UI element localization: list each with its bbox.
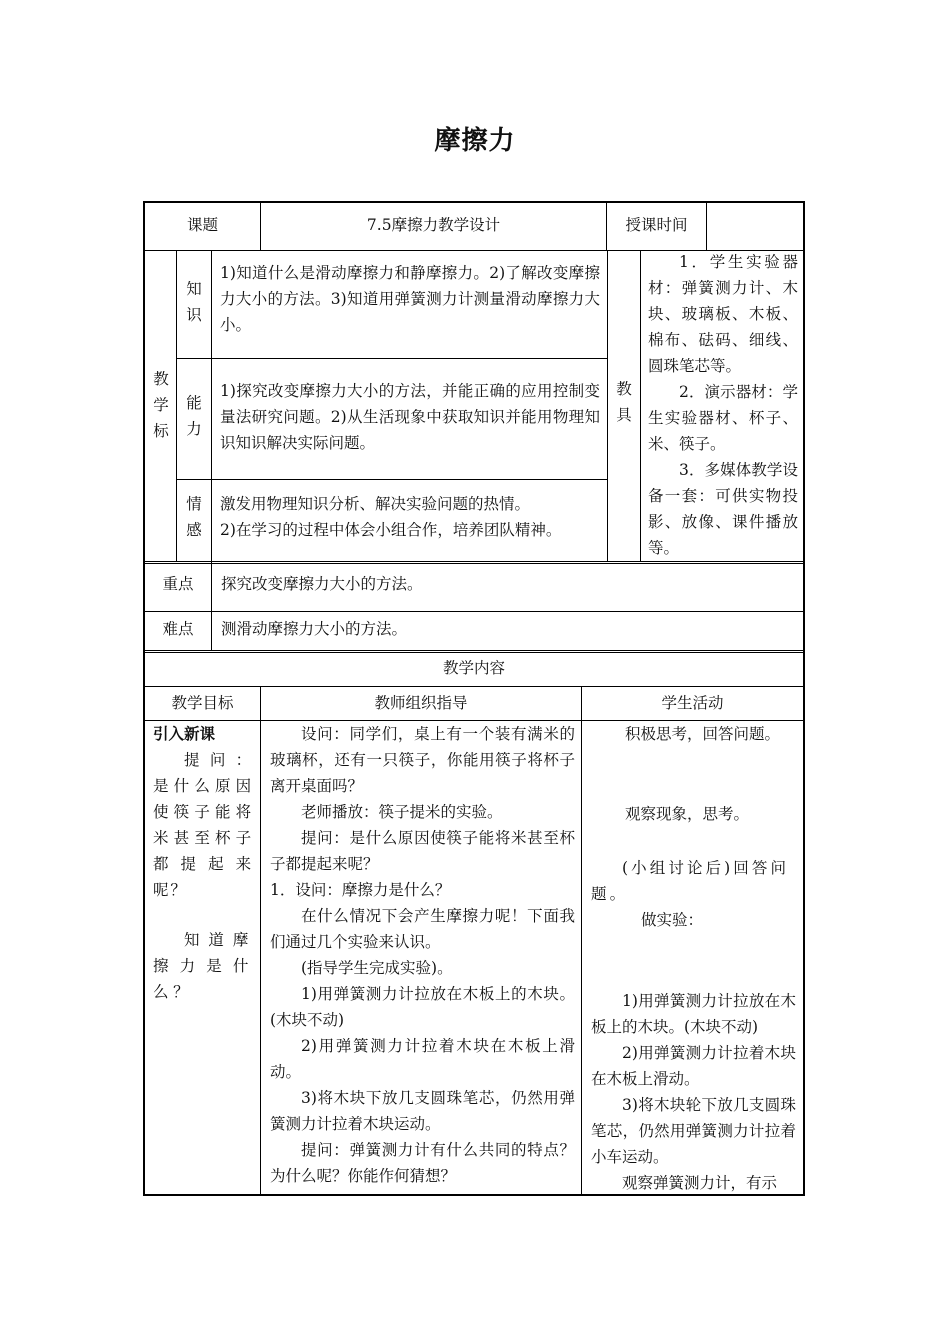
emotion-line: 2)在学习的过程中体会小组合作，培养团队精神。 (220, 521, 562, 539)
goal-question-friction: 知道摩擦力是什么？ (153, 931, 253, 1001)
topic-label: 课题 (186, 216, 218, 234)
student-line: 积极思考，回答问题。 (625, 725, 781, 743)
student-line: 观察弹簧测力计，有示 (622, 1174, 778, 1192)
teacher-line: 1)用弹簧测力计拉放在木板上的木块。(木块不动) (270, 985, 575, 1029)
column-header-goal: 教学目标 (171, 694, 234, 712)
tools-item: 2．演示器材：学生实验器材、杯子、米、筷子。 (648, 383, 798, 453)
teacher-line: 在什么情况下会产生摩擦力呢！下面我们通过几个实验来认识。 (270, 907, 575, 951)
key-point-label: 重点 (162, 575, 194, 593)
goal-column (153, 721, 253, 903)
teacher-line: 设问：同学们，桌上有一个装有满米的玻璃杯，还有一只筷子，你能用筷子将杯子离开桌面吗？ (270, 725, 575, 795)
student-experiments (591, 988, 796, 1196)
key-point-text: 探究改变摩擦力大小的方法。 (221, 575, 423, 593)
student-line: 做实验： (641, 911, 704, 929)
teacher-line: 1．设问：摩擦力是什么？ (270, 881, 451, 899)
emotion-line: 激发用物理知识分析、解决实验问题的热情。 (220, 495, 531, 513)
ability-text: 1)探究改变摩擦力大小的方法，并能正确的应用控制变量法研究问题。2)从生活现象中获取知识并能用物理知识知识解决实际问题。 (220, 382, 600, 452)
teacher-column (270, 721, 575, 1189)
column-header-student: 学生活动 (661, 694, 724, 712)
knowledge-text: 1)知道什么是滑动摩擦力和静摩擦力。2)了解改变摩擦力大小的方法。3)知道用弹簧测力计测量滑动摩擦力大小。 (220, 264, 600, 334)
student-line: 观察现象，思考。 (625, 805, 750, 823)
student-line: 2)用弹簧测力计拉着木块在木板上滑动。 (591, 1044, 796, 1088)
teacher-line: (指导学生完成实验)。 (301, 959, 453, 977)
teacher-line: 提问：弹簧测力计有什么共同的特点？为什么呢？你能作何猜想？ (270, 1141, 575, 1185)
knowledge-label: 知识 (186, 280, 202, 324)
tools-label: 教具 (616, 380, 632, 424)
difficulty-text: 测滑动摩擦力大小的方法。 (221, 620, 408, 638)
time-label: 授课时间 (625, 216, 688, 234)
document-title: 摩擦力 (434, 126, 516, 156)
teacher-line: 2)用弹簧测力计拉着木块在木板上滑动。 (270, 1037, 575, 1081)
difficulty-label: 难点 (162, 620, 194, 638)
teacher-line: 老师播放：筷子提米的实验。 (301, 803, 503, 821)
topic-value: 7.5摩擦力教学设计 (366, 216, 501, 234)
ability-label: 能力 (186, 394, 202, 438)
emotion-label: 情感 (186, 495, 202, 539)
tools-item: 1．学生实验器材：弹簧测力计、木块、玻璃板、木板、棉布、砝码、细线、圆珠笔芯等。 (648, 253, 798, 375)
teacher-line: 提问：是什么原因使筷子能将米甚至杯子都提起来呢？ (270, 829, 575, 873)
objectives-label: 教学标 (153, 370, 169, 440)
emotion-text (220, 491, 605, 543)
student-line: (小组讨论后)回答问题。 (591, 859, 790, 903)
column-header-teacher: 教师组织指导 (374, 694, 468, 712)
goal-question: 提问：是什么原因使筷子能将米甚至杯子都提起来呢？ (153, 751, 253, 899)
student-line: 3)将木块轮下放几支圆珠笔芯，仍然用弹簧测力计拉着小车运动。 (591, 1096, 796, 1166)
teacher-line: 3)将木块下放几支圆珠笔芯，仍然用弹簧测力计拉着木块运动。 (270, 1089, 575, 1133)
content-header: 教学内容 (442, 659, 505, 677)
goal-heading: 引入新课 (153, 724, 216, 743)
student-line: 1)用弹簧测力计拉放在木板上的木块。(木块不动) (591, 992, 796, 1036)
tools-list (648, 249, 798, 561)
tools-item: 3．多媒体教学设备一套：可供实物投影、放像、课件播放等。 (648, 461, 798, 557)
